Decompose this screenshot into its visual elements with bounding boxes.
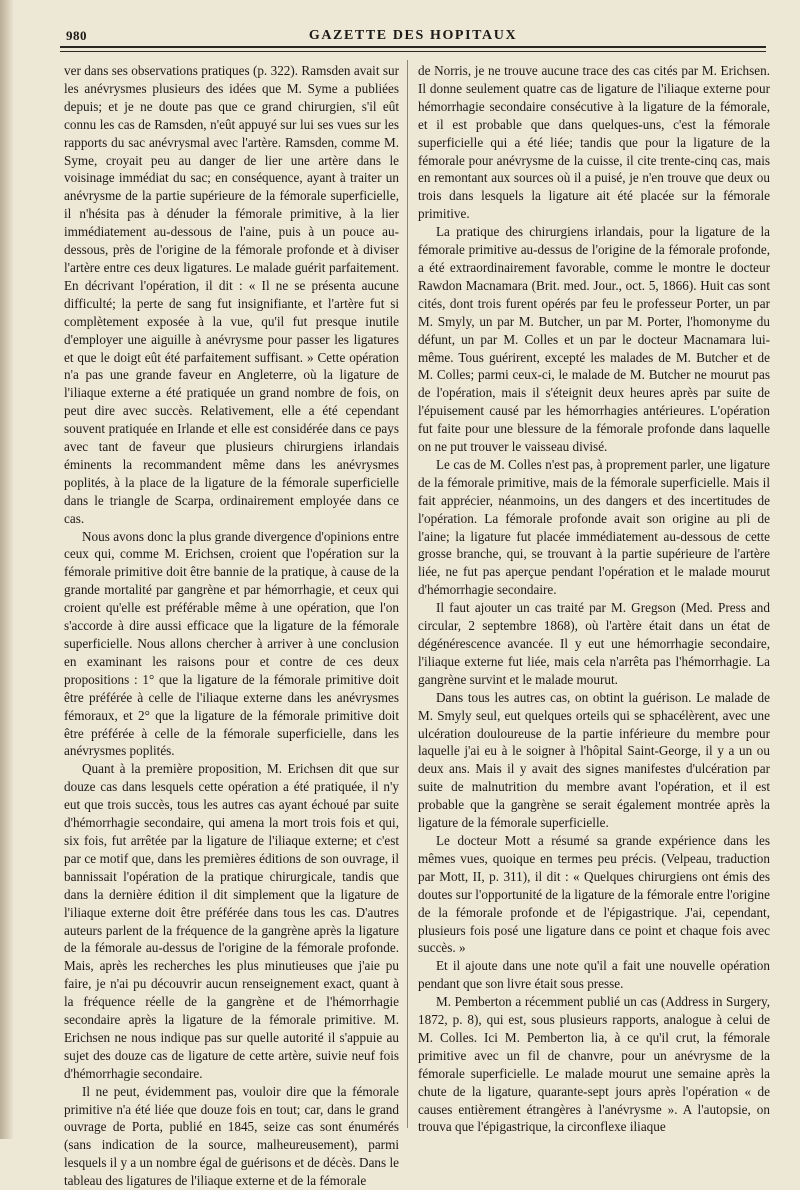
- page-header: [60, 22, 766, 46]
- paragraph: Il ne peut, évidemment pas, vouloir dire que la fémorale primitive n'a été liée que douze fois en tout; car, dans le grand ouvrage de Porta, publié en 1845, seize cas sont énumérés (sans indication de la source, malheureusement), parmi lesquels il y a un nombre égal de guérisons et de décès. Dans le tableau des ligatures de l'iliaque externe et de la fémorale: [64, 1083, 399, 1189]
- paragraph: Et il ajoute dans une note qu'il a fait une nouvelle opération pendant que son livre était sous presse.: [418, 958, 770, 992]
- paragraph: Il faut ajouter un cas traité par M. Gregson (Med. Press and circular, 2 septembre 1868), où l'artère était dans un état de dégénérescence avancée. Il y eut une hémorrhagie secondaire, l'iliaque externe fut liée, mais cela n'arrêta pas l'hémorrhagie. La gangrène survint et le malade mourut.: [418, 600, 770, 687]
- header-rule-thin: [60, 51, 766, 52]
- paragraph: Quant à la première proposition, M. Erichsen dit que sur douze cas dans lesquels cette opération a été pratiquée, il n'y eut que trois succès, tous les autres cas ayant échoué par suite d'hémorrhagie secondaire, qui amena la mort trois fois et qui, six fois, fut arrêtée par la ligature de l'iliaque externe; et c'est par ce motif que, dans les premières éditions de son ouvrage, il bannissait l'opération de la pratique chirurgicale, tandis que dans la dernière édition il dit simplement que la ligature de l'iliaque externe doit être préférée dans tous les cas. D'autres auteurs parlent de la fréquence de la gangrène après la ligature de la fémorale au-dessus de l'origine de la fémorale profonde. Mais, après les recherches les plus minutieuses que j'aie pu faire, je n'ai pu découvrir aucun renseignement exact, quant à la fréquence réelle de la gangrène et de l'hémorrhagie secondaire après la ligature de la fémorale primitive. M. Erichsen ne nous indique pas sur quelle autorité il s'appuie au sujet des douze cas de ligature de cette artère, suivie neuf fois d'hémorrhagie secondaire.: [64, 761, 399, 1081]
- paragraph: Le docteur Mott a résumé sa grande expérience dans les mêmes vues, quoique en termes peu précis. (Velpeau, traduction par Mott, II, p. 311), il dit : « Quelques chirurgiens ont émis des doutes sur l'opportunité de la ligature de la fémorale entre l'origine de la fémorale profonde et de l'épigastrique. J'ai, cependant, plusieurs fois posé une ligature dans ce point et chaque fois avec succès. »: [418, 832, 770, 956]
- paragraph: Nous avons donc la plus grande divergence d'opinions entre ceux qui, comme M. Erichsen, croient que l'opération sur la fémorale primitive doit être bannie de la pratique, à cause de la grande mortalité par gangrène et par hémorrhagie, et ceux qui croient qu'elle est préférable même à une opération, que l'on s'accorde à dire aussi efficace que la ligature de la fémorale superficielle. Nous allons chercher à arriver à une conclusion en examinant les raisons pour et contre de ces deux propositions : 1° que la ligature de la fémorale primitive doit être préférée à celle de l'iliaque externe dans les anévrysmes fémoraux, et 2° que la ligature de la fémorale primitive doit être préférée à celle de la fémorale superficielle, dans les anévrysmes poplités.: [64, 528, 399, 759]
- right-column: [418, 62, 770, 1136]
- left-column: [64, 62, 399, 1190]
- running-title: GAZETTE DES HOPITAUX: [308, 28, 518, 43]
- paragraph: La pratique des chirurgiens irlandais, pour la ligature de la fémorale primitive au-dessus de l'origine de la fémorale profonde, a été extraordinairement favorable, comme le montre le docteur Rawdon Macnamara (Brit. med. Jour., oct. 5, 1866). Huit cas sont cités, dont trois furent opérés par feu le professeur Porter, un par M. Smyly, un par M. Butcher, un par M. Porter, l'homonyme du défunt, un par M. Colles et un par le docteur Macnamara lui-même. Tous guérirent, excepté les malades de M. Butcher et de M. Colles; parmi ceux-ci, le malade de M. Butcher ne mourut pas de l'opération, mais il s'éteignit deux heures après par suite de l'épuisement causé par les hémorrhagies antérieures. L'opération fut faite pour une blessure de la fémorale profonde dans laquelle on ne put trouver le vaisseau divisé.: [418, 224, 770, 455]
- column-divider: [407, 60, 408, 1128]
- paragraph: Le cas de M. Colles n'est pas, à proprement parler, une ligature de la fémorale primitive, mais de la fémorale superficielle. Mais il fait apprécier, néanmoins, un des dangers et des incertitudes de l'opération. La fémorale profonde avait son origine au pli de l'aine; la ligature fut placée immédiatement au-dessous de cette grosse branche, qui, se trouvant à la partie supérieure de l'artère liée, ne fut pas aperçue pendant l'opération et le malade mourut d'hémorrhagie secondaire.: [418, 456, 770, 598]
- paragraph: de Norris, je ne trouve aucune trace des cas cités par M. Erichsen. Il donne seulement quatre cas de ligature de l'iliaque externe pour hémorrhagie secondaire consécutive à la ligature de la fémorale, et il est probable que dans quelques-uns, c'est la fémorale superficielle qui a été liée; tandis que pour la ligature de la fémorale pour anévrysme de la cuisse, il cite trente-cinq cas, mais en remontant aux sources où il a puisé, je n'en trouve que deux ou trois dans lesquels la ligature ait été placée sur la fémorale primitive.: [418, 63, 770, 222]
- paragraph: M. Pemberton a récemment publié un cas (Address in Surgery, 1872, p. 8), qui est, sous plusieurs rapports, analogue à celui de M. Colles. Ici M. Pemberton lia, à ce qu'il crut, la fémorale primitive avec un fil de chanvre, pour un anévrysme de la fémorale superficielle. Le malade mourut une semaine après la chute de la ligature, quarante-sept jours après l'opération « de causes entièrement étrangères à l'anévrysme ». A l'autopsie, on trouva que l'épigastrique, la circonflexe iliaque: [418, 994, 770, 1135]
- page-number: 980: [66, 28, 87, 43]
- paragraph: Dans tous les autres cas, on obtint la guérison. Le malade de M. Smyly seul, eut quelques orteils qui se sphacélèrent, avec une ulcération douloureuse de la partie inférieure du membre pour laquelle j'ai eu à le soigner à l'hôpital Saint-George, il y a un ou deux ans. Mais il y avait des signes manifestes d'ulcération par suite de malnutrition du membre avant l'opération, et il est probable que la gangrène se serait également montrée après la ligature de la fémorale superficielle.: [418, 689, 770, 831]
- paragraph: ver dans ses observations pratiques (p. 322). Ramsden avait sur les anévrysmes plusieurs des idées que M. Syme a publiées depuis; et je ne doute pas que ce grand chirurgien, s'il eût connu les cas de Ramsden, n'eût appuyé sur lui ses vues sur les rapports du sac anévrysmal avec l'artère. Ramsden, comme M. Syme, croyait peu au danger de lier une artère dans le voisinage immédiat du sac; en conséquence, ayant à traiter un anévrysme de la partie supérieure de la fémorale superficielle, il n'hésita pas à dénuder la fémorale primitive, à la lier immédiatement au-dessous de l'aine, puis à un pouce au-dessous, près de l'origine de la fémorale profonde et à diviser l'artère entre ces deux ligatures. Le malade guérit parfaitement. En décrivant l'opération, il dit : « Il ne se présenta aucune difficulté; la perte de sang fut insignifiante, et l'artère fut si complètement exposée à la vue, qu'il fut presque inutile d'employer une aiguille à anévrysme pour passer les ligatures et que le doigt eût été parfaitement suffisant. » Cette opération n'a pas une grande faveur en Angleterre, où la ligature de l'iliaque externe a été pratiquée un grand nombre de fois, on peut dire avec succès. Relativement, elle a été cependant souvent pratiquée en Irlande et elle est considérée dans ce pays avec tant de faveur que plusieurs chirurgiens irlandais éminents la recommandent même dans les anévrysmes poplités, à la place de la ligature de la fémorale superficielle dans le triangle de Scarpa, ordinairement employée dans ce cas.: [64, 63, 399, 526]
- header-rule-thick: [60, 46, 766, 48]
